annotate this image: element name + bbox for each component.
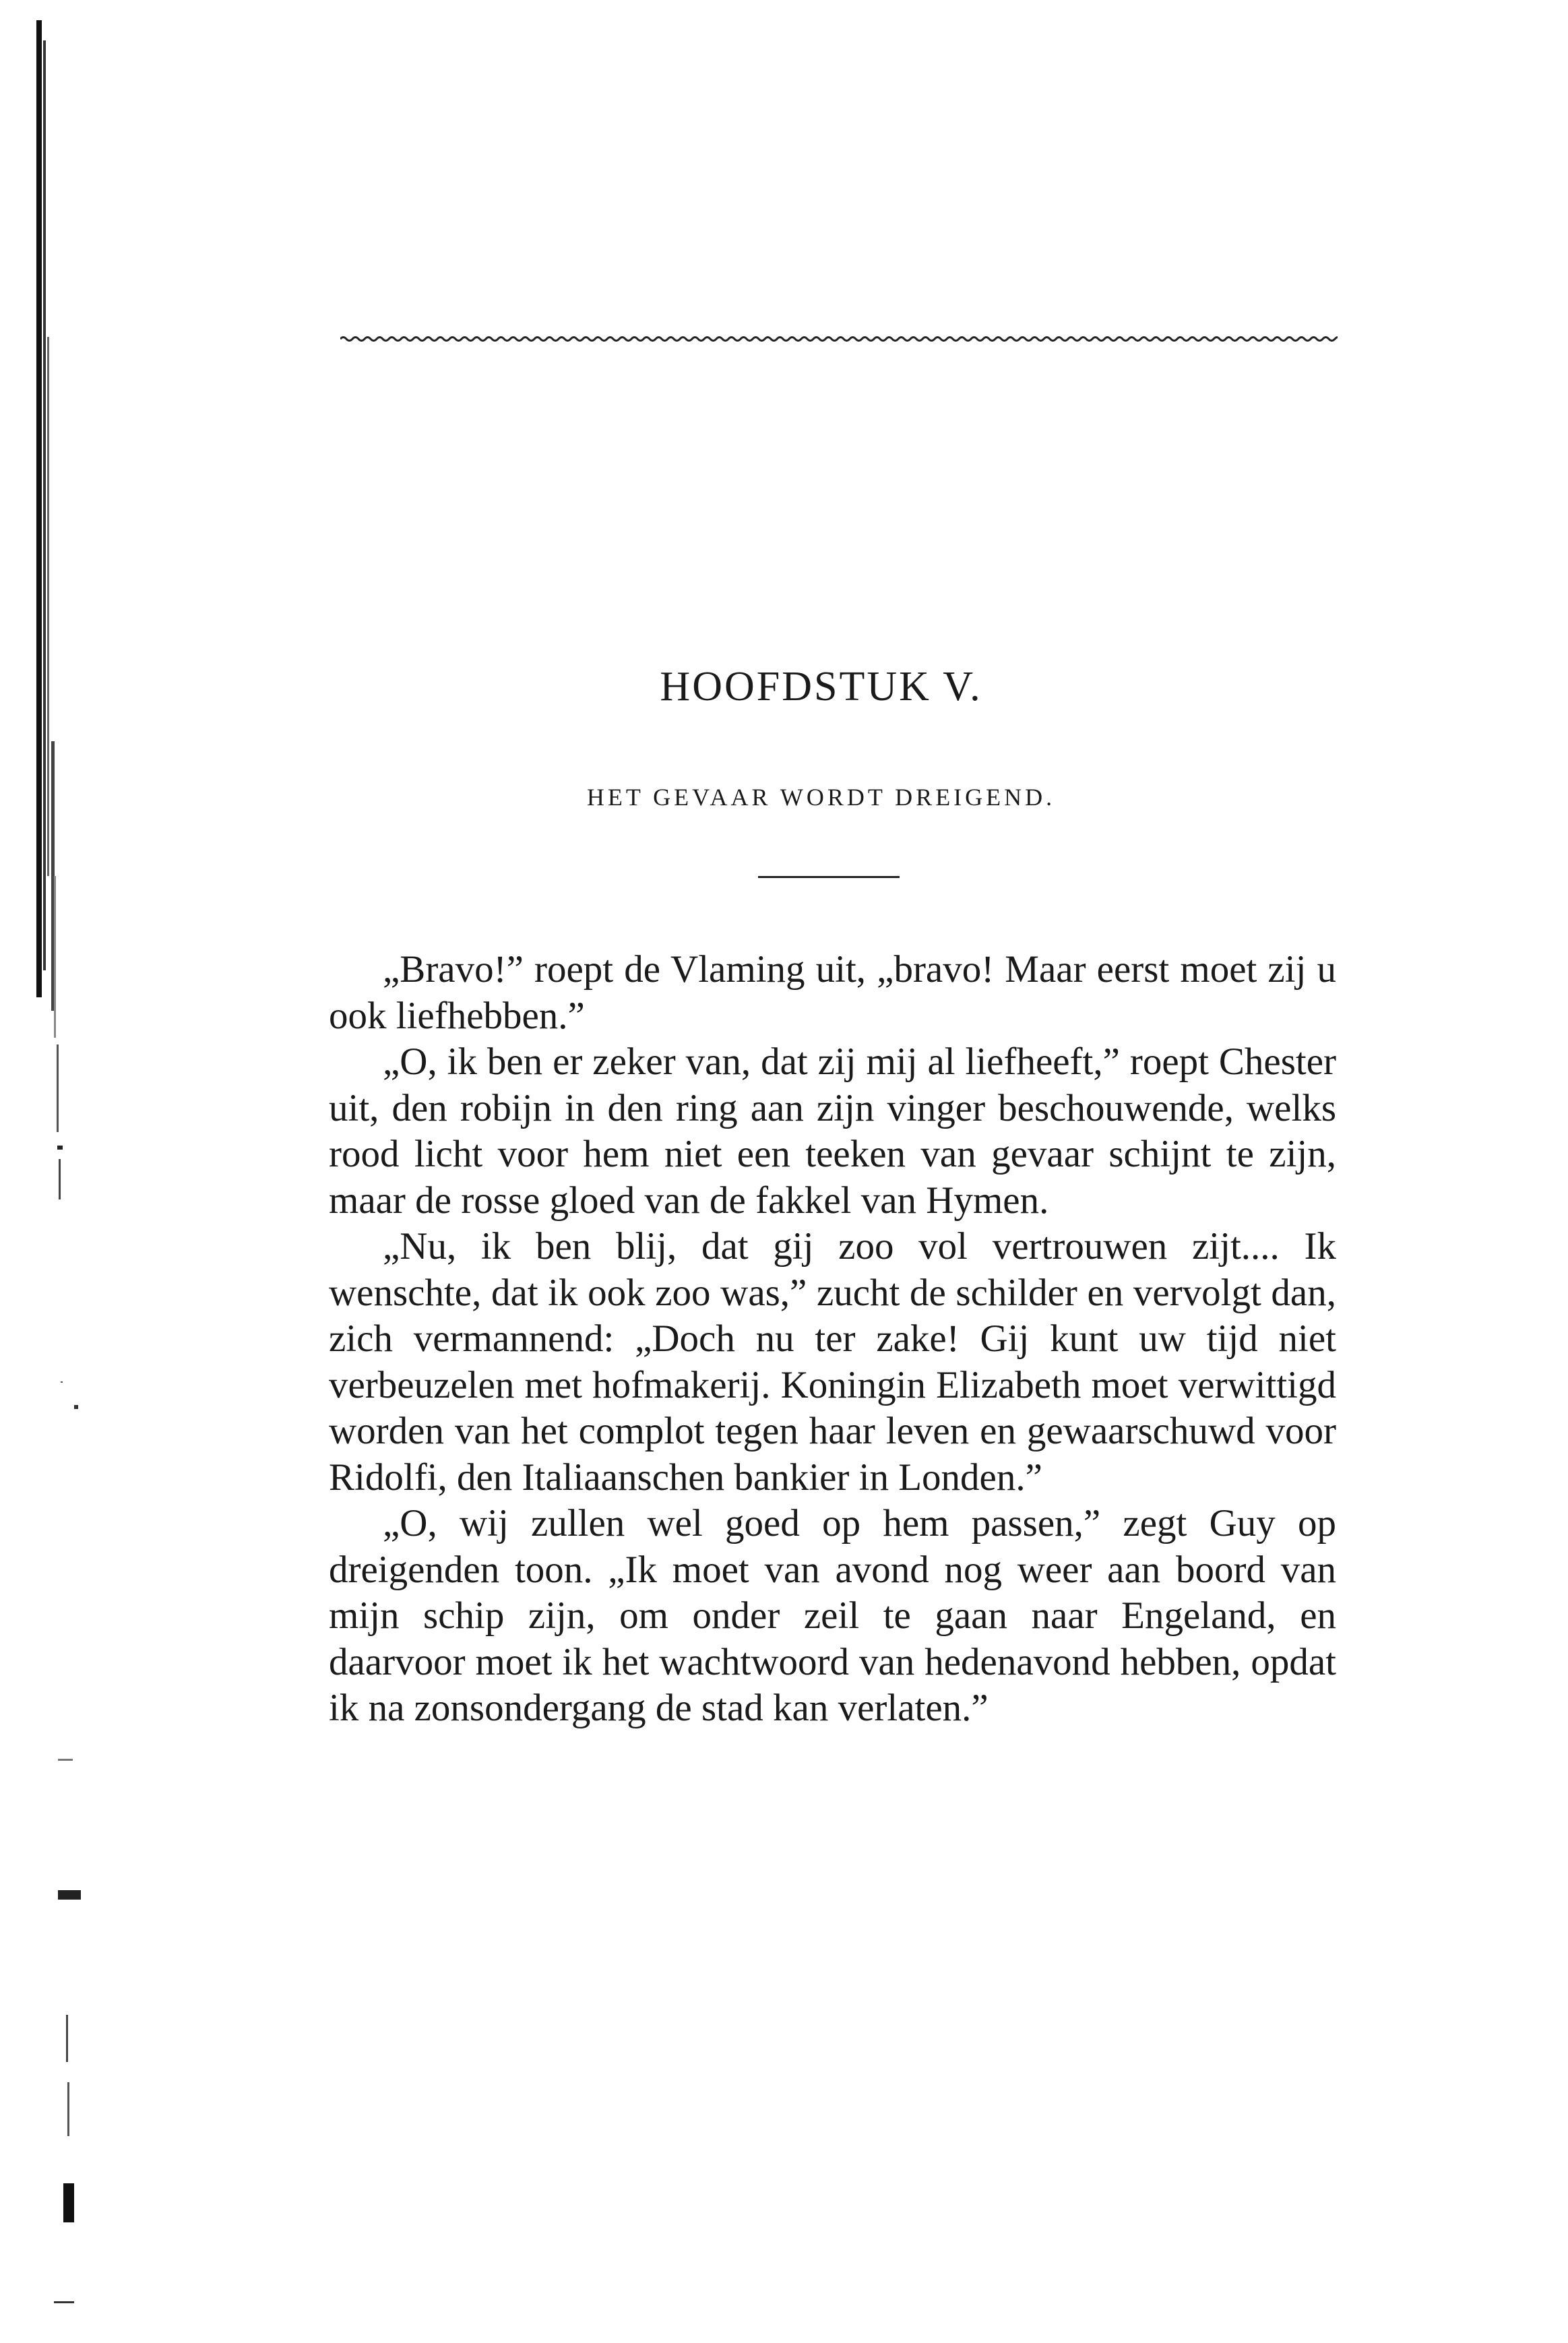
paragraph: „O, ik ben er zeker van, dat zij mij al liefheeft,” roept Chester uit, den robijn in den ring aan zijn vinger beschouwende, welks rood licht voor hem niet een teeken van gevaar schijnt te zijn, maar de rosse gloed van de fakkel van Hymen. xyxy=(329,1040,1336,1222)
chapter-subtitle: HET GEVAAR WORDT DREIGEND. xyxy=(586,784,1056,811)
scan-binding-edge xyxy=(27,0,101,2343)
paragraph: „Bravo!” roept de Vlaming uit, „bravo! Maar eerst moet zij u ook liefhebben.” xyxy=(329,948,1336,1037)
chapter-title: HOOFDSTUK V. xyxy=(660,664,982,710)
paragraph: „Nu, ik ben blij, dat gij zoo vol vertrouwen zijt.... Ik wenschte, dat ik ook zoo was,” zucht de schilder en vervolgt dan, zich vermannend: „Doch nu ter zake! Gij kunt uw tijd niet verbeuzelen met hofmakerij. Koningin Elizabeth moet verwittigd worden van het complot tegen haar leven en gewaarschuwd voor Ridolfi, den Italiaanschen bankier in Londen.” xyxy=(329,1225,1336,1499)
body-text xyxy=(329,947,1336,1732)
decorative-wavy-rule xyxy=(340,329,1338,349)
section-divider xyxy=(758,876,900,878)
paragraph: „O, wij zullen wel goed op hem passen,” zegt Guy op dreigenden toon. „Ik moet van avond nog weer aan boord van mijn schip zijn, om onder zeil te gaan naar Engeland, en daarvoor moet ik het wachtwoord van hedenavond hebben, opdat ik na zonsondergang de stad kan verlaten.” xyxy=(329,1502,1336,1729)
